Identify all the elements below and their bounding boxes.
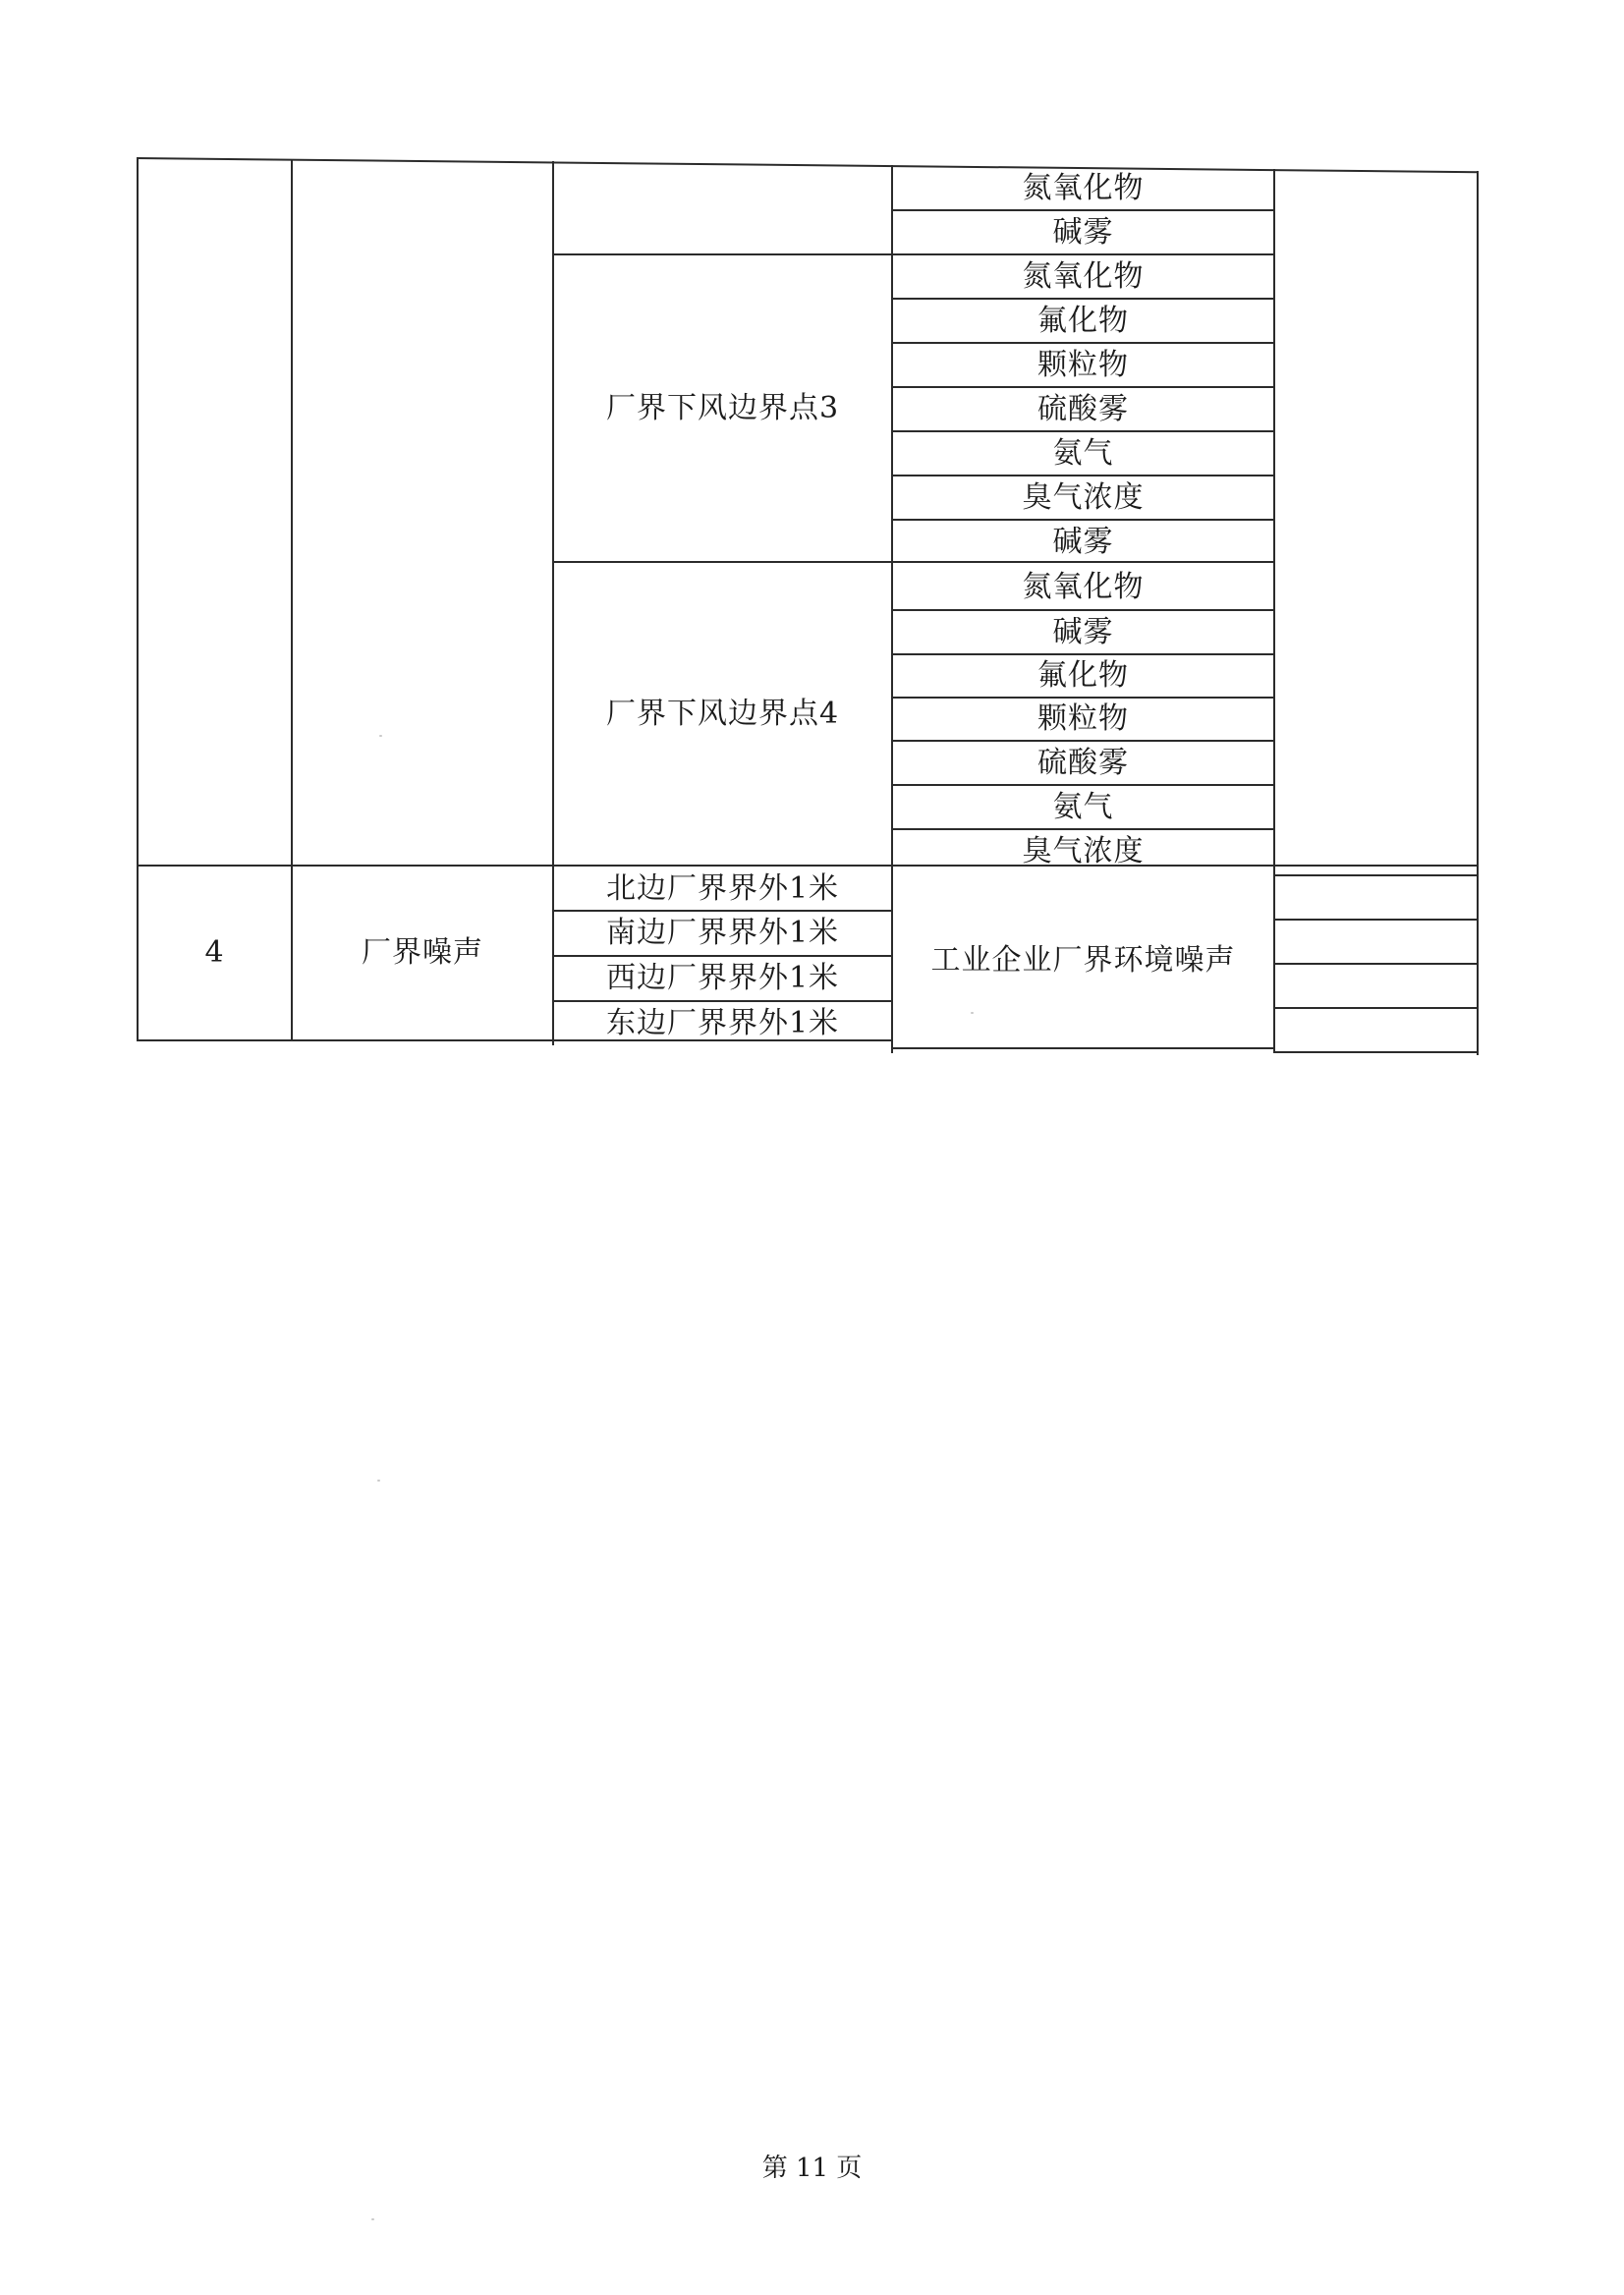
monitoring-point-label: 北边厂界界外1米 <box>605 871 840 906</box>
scan-speck <box>971 1012 974 1014</box>
item-cell: 氮氧化物 <box>1022 170 1145 205</box>
item-cell: 硫酸雾 <box>1037 391 1129 426</box>
scan-speck <box>371 2218 374 2220</box>
item-cell: 工业企业厂界环境噪声 <box>930 943 1236 978</box>
item-cell: 臭气浓度 <box>1022 479 1145 515</box>
item-cell: 氮氧化物 <box>1022 258 1145 294</box>
monitoring-point-label: 西边厂界界外1米 <box>605 961 840 995</box>
item-cell: 氟化物 <box>1037 303 1129 338</box>
scan-speck <box>377 1480 380 1482</box>
item-cell: 碱雾 <box>1052 524 1114 559</box>
monitoring-point-label: 厂界下风边界点4 <box>605 696 840 731</box>
item-cell: 碱雾 <box>1052 214 1114 250</box>
monitoring-point-label: 厂界下风边界点3 <box>605 390 840 425</box>
item-cell: 硫酸雾 <box>1037 745 1129 780</box>
scan-speck <box>379 735 382 737</box>
category-cell: 厂界噪声 <box>362 935 483 970</box>
monitoring-point-label: 南边厂界界外1米 <box>605 916 840 950</box>
item-cell: 氟化物 <box>1037 658 1129 693</box>
page-number: 第 11 页 <box>761 2154 863 2183</box>
item-cell: 臭气浓度 <box>1022 833 1145 868</box>
item-cell: 碱雾 <box>1052 614 1114 649</box>
item-cell: 颗粒物 <box>1037 347 1129 382</box>
item-cell: 氨气 <box>1052 435 1114 471</box>
row-index: 4 <box>204 935 225 970</box>
monitoring-point-label: 东边厂界界外1米 <box>605 1006 840 1040</box>
item-cell: 氨气 <box>1052 789 1114 824</box>
item-cell: 氮氧化物 <box>1022 570 1145 604</box>
item-cell: 颗粒物 <box>1037 701 1129 736</box>
